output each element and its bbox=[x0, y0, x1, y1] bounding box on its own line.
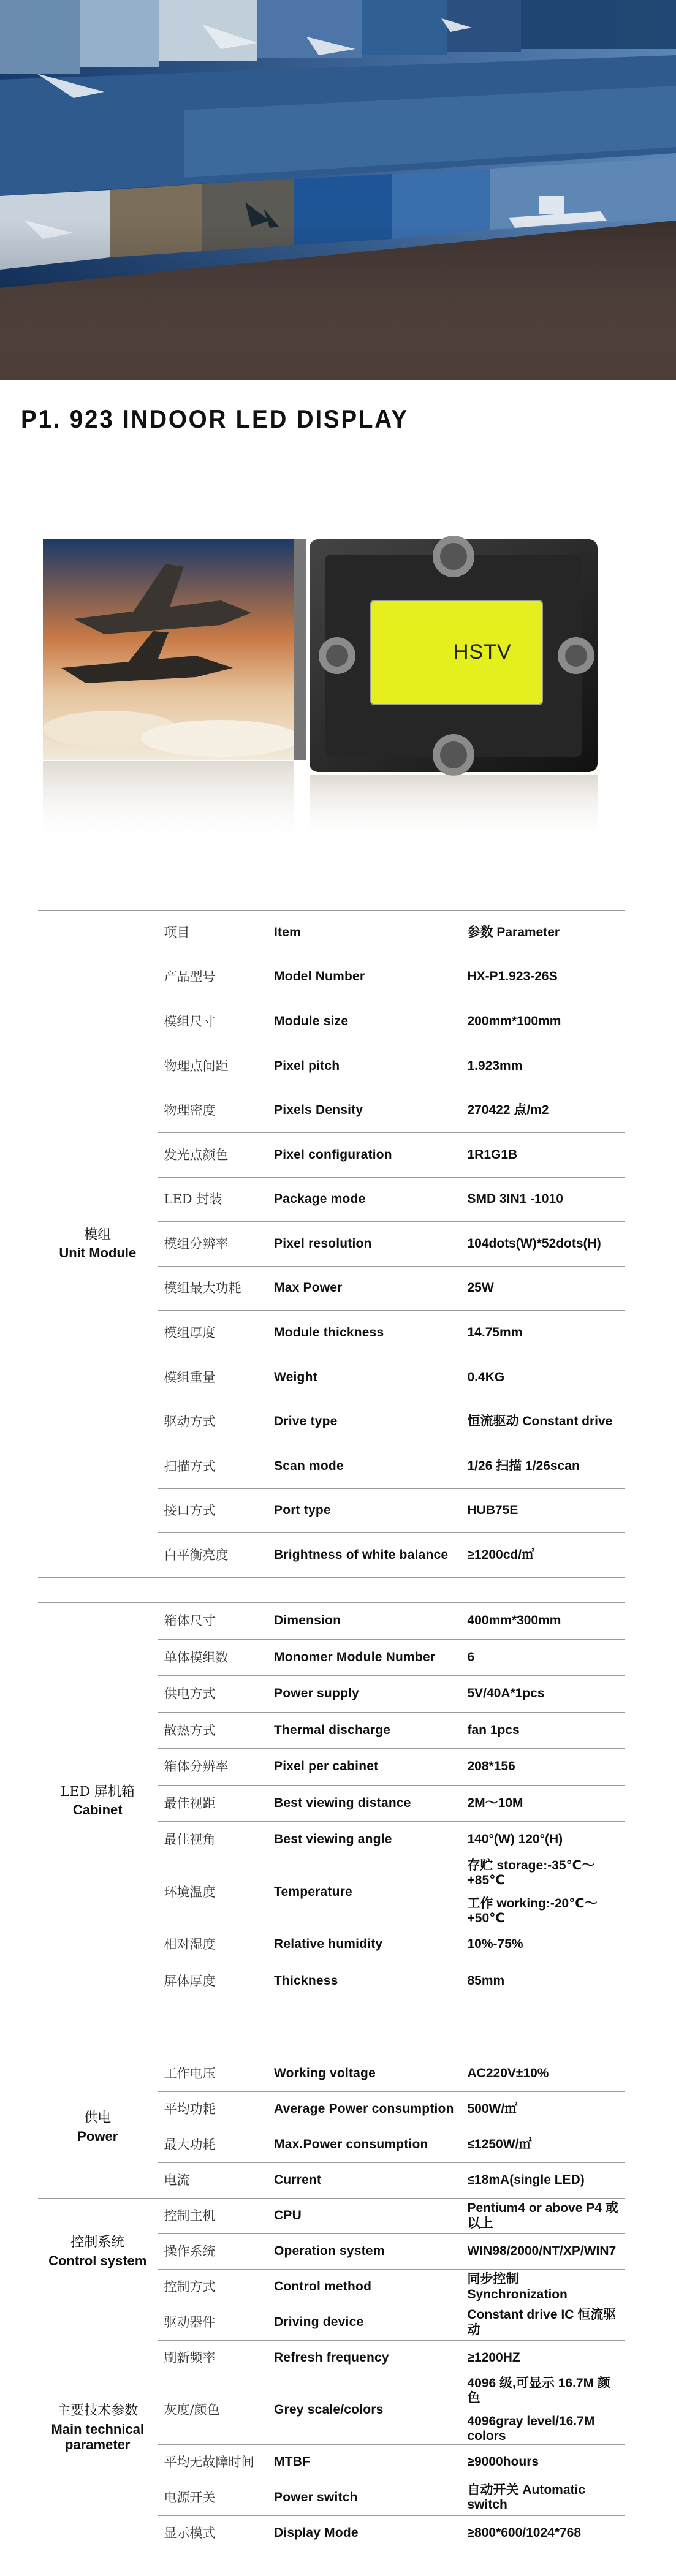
row-value-line: 5V/40A*1pcs bbox=[467, 1686, 545, 1701]
row-label-en: Control method bbox=[268, 2270, 461, 2305]
row-value-line: 208*156 bbox=[467, 1759, 515, 1774]
row-value-line: ≥1200HZ bbox=[467, 2351, 520, 2365]
row-label-cn: 电流 bbox=[158, 2163, 268, 2199]
row-label-cn: 供电方式 bbox=[158, 1676, 268, 1713]
row-label-en: Refresh frequency bbox=[268, 2341, 461, 2376]
row-value-line: 1.923mm bbox=[467, 1058, 523, 1073]
row-label-cn: 环境温度 bbox=[158, 1858, 268, 1926]
row-label-cn: 最大功耗 bbox=[158, 2127, 268, 2163]
row-label-en: Max Power bbox=[268, 1266, 461, 1311]
row-value-line: fan 1pcs bbox=[467, 1722, 520, 1737]
row-value bbox=[461, 2270, 625, 2305]
row-value bbox=[461, 2444, 625, 2480]
row-value bbox=[461, 2234, 625, 2270]
row-value bbox=[461, 1858, 625, 1926]
row-value bbox=[461, 2515, 625, 2551]
row-value bbox=[461, 1266, 625, 1311]
row-label-cn: 刷新频率 bbox=[158, 2341, 268, 2376]
row-value-line: 14.75mm bbox=[467, 1325, 523, 1340]
category-name-cn: 主要技术参数 bbox=[57, 2403, 139, 2419]
row-value-line: HUB75E bbox=[467, 1503, 518, 1518]
module-brand-text: HSTV bbox=[454, 640, 512, 664]
row-label-en: Average Power consumption bbox=[268, 2092, 461, 2127]
row-value bbox=[461, 1712, 625, 1749]
row-label-cn: 屏体厚度 bbox=[158, 1963, 268, 1999]
row-label-en: Thickness bbox=[268, 1963, 461, 1999]
row-label-en: Power switch bbox=[268, 2480, 461, 2515]
row-value-line: Pentium4 or above P4 或以上 bbox=[467, 2201, 618, 2230]
row-label-cn: 最佳视距 bbox=[158, 1785, 268, 1822]
row-label-cn: 项目 bbox=[158, 911, 268, 955]
category-name-cn: 模组 bbox=[84, 1227, 112, 1243]
row-label-cn: 单体模组数 bbox=[158, 1639, 268, 1676]
row-value-line: SMD 3IN1 -1010 bbox=[467, 1192, 563, 1207]
row-value bbox=[461, 1926, 625, 1963]
row-label-en: Brightness of white balance bbox=[268, 1533, 461, 1578]
row-label-cn: 箱体分辨率 bbox=[158, 1749, 268, 1786]
row-label-en: Current bbox=[268, 2163, 461, 2199]
row-label-en: Best viewing angle bbox=[268, 1822, 461, 1858]
row-label-en: Module size bbox=[268, 999, 461, 1044]
row-value bbox=[461, 1676, 625, 1713]
row-value-line: 200mm*100mm bbox=[467, 1013, 561, 1028]
row-value-line-2: 4096gray level/16.7M colors bbox=[467, 2414, 595, 2444]
row-label-en: Best viewing distance bbox=[268, 1785, 461, 1822]
row-label-en: Port type bbox=[268, 1488, 461, 1533]
category-cell bbox=[38, 911, 158, 1578]
row-value bbox=[461, 2376, 625, 2445]
row-label-cn: 散热方式 bbox=[158, 1712, 268, 1749]
row-label-en: Dimension bbox=[268, 1603, 461, 1640]
row-label-en: Pixels Density bbox=[268, 1088, 461, 1133]
row-value bbox=[461, 2056, 625, 2092]
row-value bbox=[461, 1132, 625, 1177]
row-label-en: Module thickness bbox=[268, 1311, 461, 1355]
category-name-en: Unit Module bbox=[59, 1244, 137, 1260]
row-value-line: 270422 点/m2 bbox=[467, 1103, 549, 1118]
row-value bbox=[461, 999, 625, 1044]
spec-row bbox=[38, 911, 625, 955]
row-label-cn: 产品型号 bbox=[158, 955, 268, 999]
row-label-en: Drive type bbox=[268, 1400, 461, 1444]
row-value-line: ≥1200cd/㎡ bbox=[467, 1548, 535, 1563]
row-value bbox=[461, 1400, 625, 1444]
row-value bbox=[461, 1177, 625, 1222]
spec-table-cabinet bbox=[38, 1602, 625, 1999]
row-value bbox=[461, 2341, 625, 2376]
row-label-en: Driving device bbox=[268, 2305, 461, 2341]
spec-table-power bbox=[38, 2056, 625, 2551]
row-value-line: 500W/㎡ bbox=[467, 2102, 518, 2116]
row-label-cn: 物理点间距 bbox=[158, 1044, 268, 1088]
row-label-en: Model Number bbox=[268, 955, 461, 999]
row-value bbox=[461, 1355, 625, 1400]
spec-table-module bbox=[38, 910, 625, 1578]
row-value bbox=[461, 2127, 625, 2163]
row-label-en: Pixel configuration bbox=[268, 1132, 461, 1177]
row-label-cn: 控制主机 bbox=[158, 2199, 268, 2234]
row-label-cn: 物理密度 bbox=[158, 1088, 268, 1133]
row-label-en: MTBF bbox=[268, 2444, 461, 2480]
category-cell bbox=[38, 2056, 158, 2199]
row-label-cn: 模组重量 bbox=[158, 1355, 268, 1400]
row-value-line: AC220V±10% bbox=[467, 2066, 549, 2081]
row-label-en: Display Mode bbox=[268, 2515, 461, 2551]
row-label-en: Item bbox=[268, 911, 461, 955]
category-name-cn: 控制系统 bbox=[70, 2235, 125, 2251]
category-name-en: Power bbox=[77, 2128, 118, 2144]
row-value-line: 6 bbox=[467, 1650, 475, 1664]
row-label-cn: 平均功耗 bbox=[158, 2092, 268, 2127]
row-label-en: Temperature bbox=[268, 1858, 461, 1926]
row-label-cn: 发光点颜色 bbox=[158, 1132, 268, 1177]
row-value-line: 自动开关 Automatic switch bbox=[467, 2482, 586, 2512]
category-cell bbox=[38, 2199, 158, 2305]
category-name-en: Main technical parameter bbox=[51, 2421, 145, 2452]
row-label-en: Power supply bbox=[268, 1676, 461, 1713]
page-title: P1. 923 INDOOR LED DISPLAY bbox=[21, 404, 409, 433]
row-label-cn: 模组厚度 bbox=[158, 1311, 268, 1355]
row-value-line: 2M～10M bbox=[467, 1795, 523, 1810]
row-value-line: 400mm*300mm bbox=[467, 1613, 561, 1628]
category-name-cn: LED 屏机箱 bbox=[60, 1784, 135, 1800]
row-value bbox=[461, 1785, 625, 1822]
row-value bbox=[461, 2163, 625, 2199]
row-value bbox=[461, 1749, 625, 1786]
row-value bbox=[461, 1822, 625, 1858]
row-label-cn: 箱体尺寸 bbox=[158, 1603, 268, 1640]
row-label-cn: 白平衡亮度 bbox=[158, 1533, 268, 1578]
row-label-cn: LED 封装 bbox=[158, 1177, 268, 1222]
row-value-line: 140°(W) 120°(H) bbox=[467, 1832, 563, 1847]
row-label-cn: 电源开关 bbox=[158, 2480, 268, 2515]
row-value bbox=[461, 2092, 625, 2127]
row-value-line: 25W bbox=[467, 1281, 494, 1295]
category-cell bbox=[38, 2305, 158, 2551]
row-value bbox=[461, 2480, 625, 2515]
row-label-en: Grey scale/colors bbox=[268, 2376, 461, 2445]
row-label-en: Pixel pitch bbox=[268, 1044, 461, 1088]
spec-row bbox=[38, 1603, 625, 1640]
row-value bbox=[461, 1603, 625, 1640]
row-value-line: 参数 Parameter bbox=[467, 925, 560, 939]
row-value-line: 104dots(W)*52dots(H) bbox=[467, 1236, 601, 1251]
row-label-en: Max.Power consumption bbox=[268, 2127, 461, 2163]
row-label-cn: 工作电压 bbox=[158, 2056, 268, 2092]
row-value-line: ≥9000hours bbox=[467, 2454, 539, 2469]
row-value-line: 4096 级,可显示 16.7M 颜色 bbox=[467, 2376, 610, 2406]
row-label-en: Thermal discharge bbox=[268, 1712, 461, 1749]
row-value bbox=[461, 1963, 625, 1999]
row-label-cn: 相对湿度 bbox=[158, 1926, 268, 1963]
row-value-line: ≥800*600/1024*768 bbox=[467, 2525, 582, 2540]
row-value bbox=[461, 1488, 625, 1533]
row-value-line: 0.4KG bbox=[467, 1369, 505, 1384]
spec-row bbox=[38, 2199, 625, 2234]
row-value-line: ≤1250W/㎡ bbox=[467, 2137, 532, 2152]
row-value-line-2: 工作 working:-20℃～+50℃ bbox=[467, 1896, 598, 1925]
row-value-line: ≤18mA(single LED) bbox=[467, 2173, 585, 2188]
row-label-en: Operation system bbox=[268, 2234, 461, 2270]
row-label-en: Package mode bbox=[268, 1177, 461, 1222]
row-label-cn: 模组分辨率 bbox=[158, 1222, 268, 1267]
row-value bbox=[461, 1044, 625, 1088]
spec-row bbox=[38, 2056, 625, 2092]
product-image bbox=[37, 527, 644, 870]
row-value-line: 1R1G1B bbox=[467, 1147, 518, 1162]
row-label-en: Monomer Module Number bbox=[268, 1639, 461, 1676]
row-value bbox=[461, 1222, 625, 1267]
row-value-line: HX-P1.923-26S bbox=[467, 969, 558, 984]
row-label-en: Pixel resolution bbox=[268, 1222, 461, 1267]
row-value bbox=[461, 2199, 625, 2234]
row-value bbox=[461, 1088, 625, 1133]
row-label-cn: 扫描方式 bbox=[158, 1444, 268, 1489]
hero-banner bbox=[0, 0, 676, 380]
category-name-cn: 供电 bbox=[84, 2110, 112, 2126]
row-label-cn: 灰度/颜色 bbox=[158, 2376, 268, 2445]
row-value bbox=[461, 1533, 625, 1578]
led-wall-photo bbox=[0, 0, 676, 380]
category-name-en: Control system bbox=[48, 2252, 147, 2268]
row-label-cn: 显示模式 bbox=[158, 2515, 268, 2551]
row-value bbox=[461, 2305, 625, 2341]
row-label-en: Pixel per cabinet bbox=[268, 1749, 461, 1786]
spec-row bbox=[38, 2305, 625, 2341]
row-label-en: Scan mode bbox=[268, 1444, 461, 1489]
category-cell bbox=[38, 1603, 158, 1999]
row-label-cn: 最佳视角 bbox=[158, 1822, 268, 1858]
row-label-en: Weight bbox=[268, 1355, 461, 1400]
row-value-line: 85mm bbox=[467, 1973, 505, 1988]
row-value bbox=[461, 1444, 625, 1489]
row-label-cn: 驱动器件 bbox=[158, 2305, 268, 2341]
row-label-cn: 模组尺寸 bbox=[158, 999, 268, 1044]
row-label-cn: 平均无故障时间 bbox=[158, 2444, 268, 2480]
row-label-cn: 模组最大功耗 bbox=[158, 1266, 268, 1311]
row-value-line: 10%-75% bbox=[467, 1937, 523, 1952]
row-value bbox=[461, 1639, 625, 1676]
category-name-en: Cabinet bbox=[72, 1802, 123, 1818]
row-value-line: 存贮 storage:-35℃～+85℃ bbox=[467, 1858, 594, 1887]
row-value-line: 恒流驱动 Constant drive bbox=[467, 1414, 613, 1429]
row-value-line: WIN98/2000/NT/XP/WIN7 bbox=[467, 2244, 617, 2259]
row-value bbox=[461, 911, 625, 955]
row-label-cn: 操作系统 bbox=[158, 2234, 268, 2270]
row-label-en: Working voltage bbox=[268, 2056, 461, 2092]
row-label-en: Relative humidity bbox=[268, 1926, 461, 1963]
row-label-cn: 控制方式 bbox=[158, 2270, 268, 2305]
row-value-line: 同步控制 Synchronization bbox=[467, 2272, 568, 2301]
row-label-en: CPU bbox=[268, 2199, 461, 2234]
row-value-line: Constant drive IC 恒流驱动 bbox=[467, 2308, 617, 2337]
row-value-line: 1/26 扫描 1/26scan bbox=[467, 1458, 580, 1473]
row-label-cn: 驱动方式 bbox=[158, 1400, 268, 1444]
row-label-cn: 接口方式 bbox=[158, 1488, 268, 1533]
row-value bbox=[461, 1311, 625, 1355]
row-value bbox=[461, 955, 625, 999]
led-module-illustration bbox=[37, 527, 644, 870]
